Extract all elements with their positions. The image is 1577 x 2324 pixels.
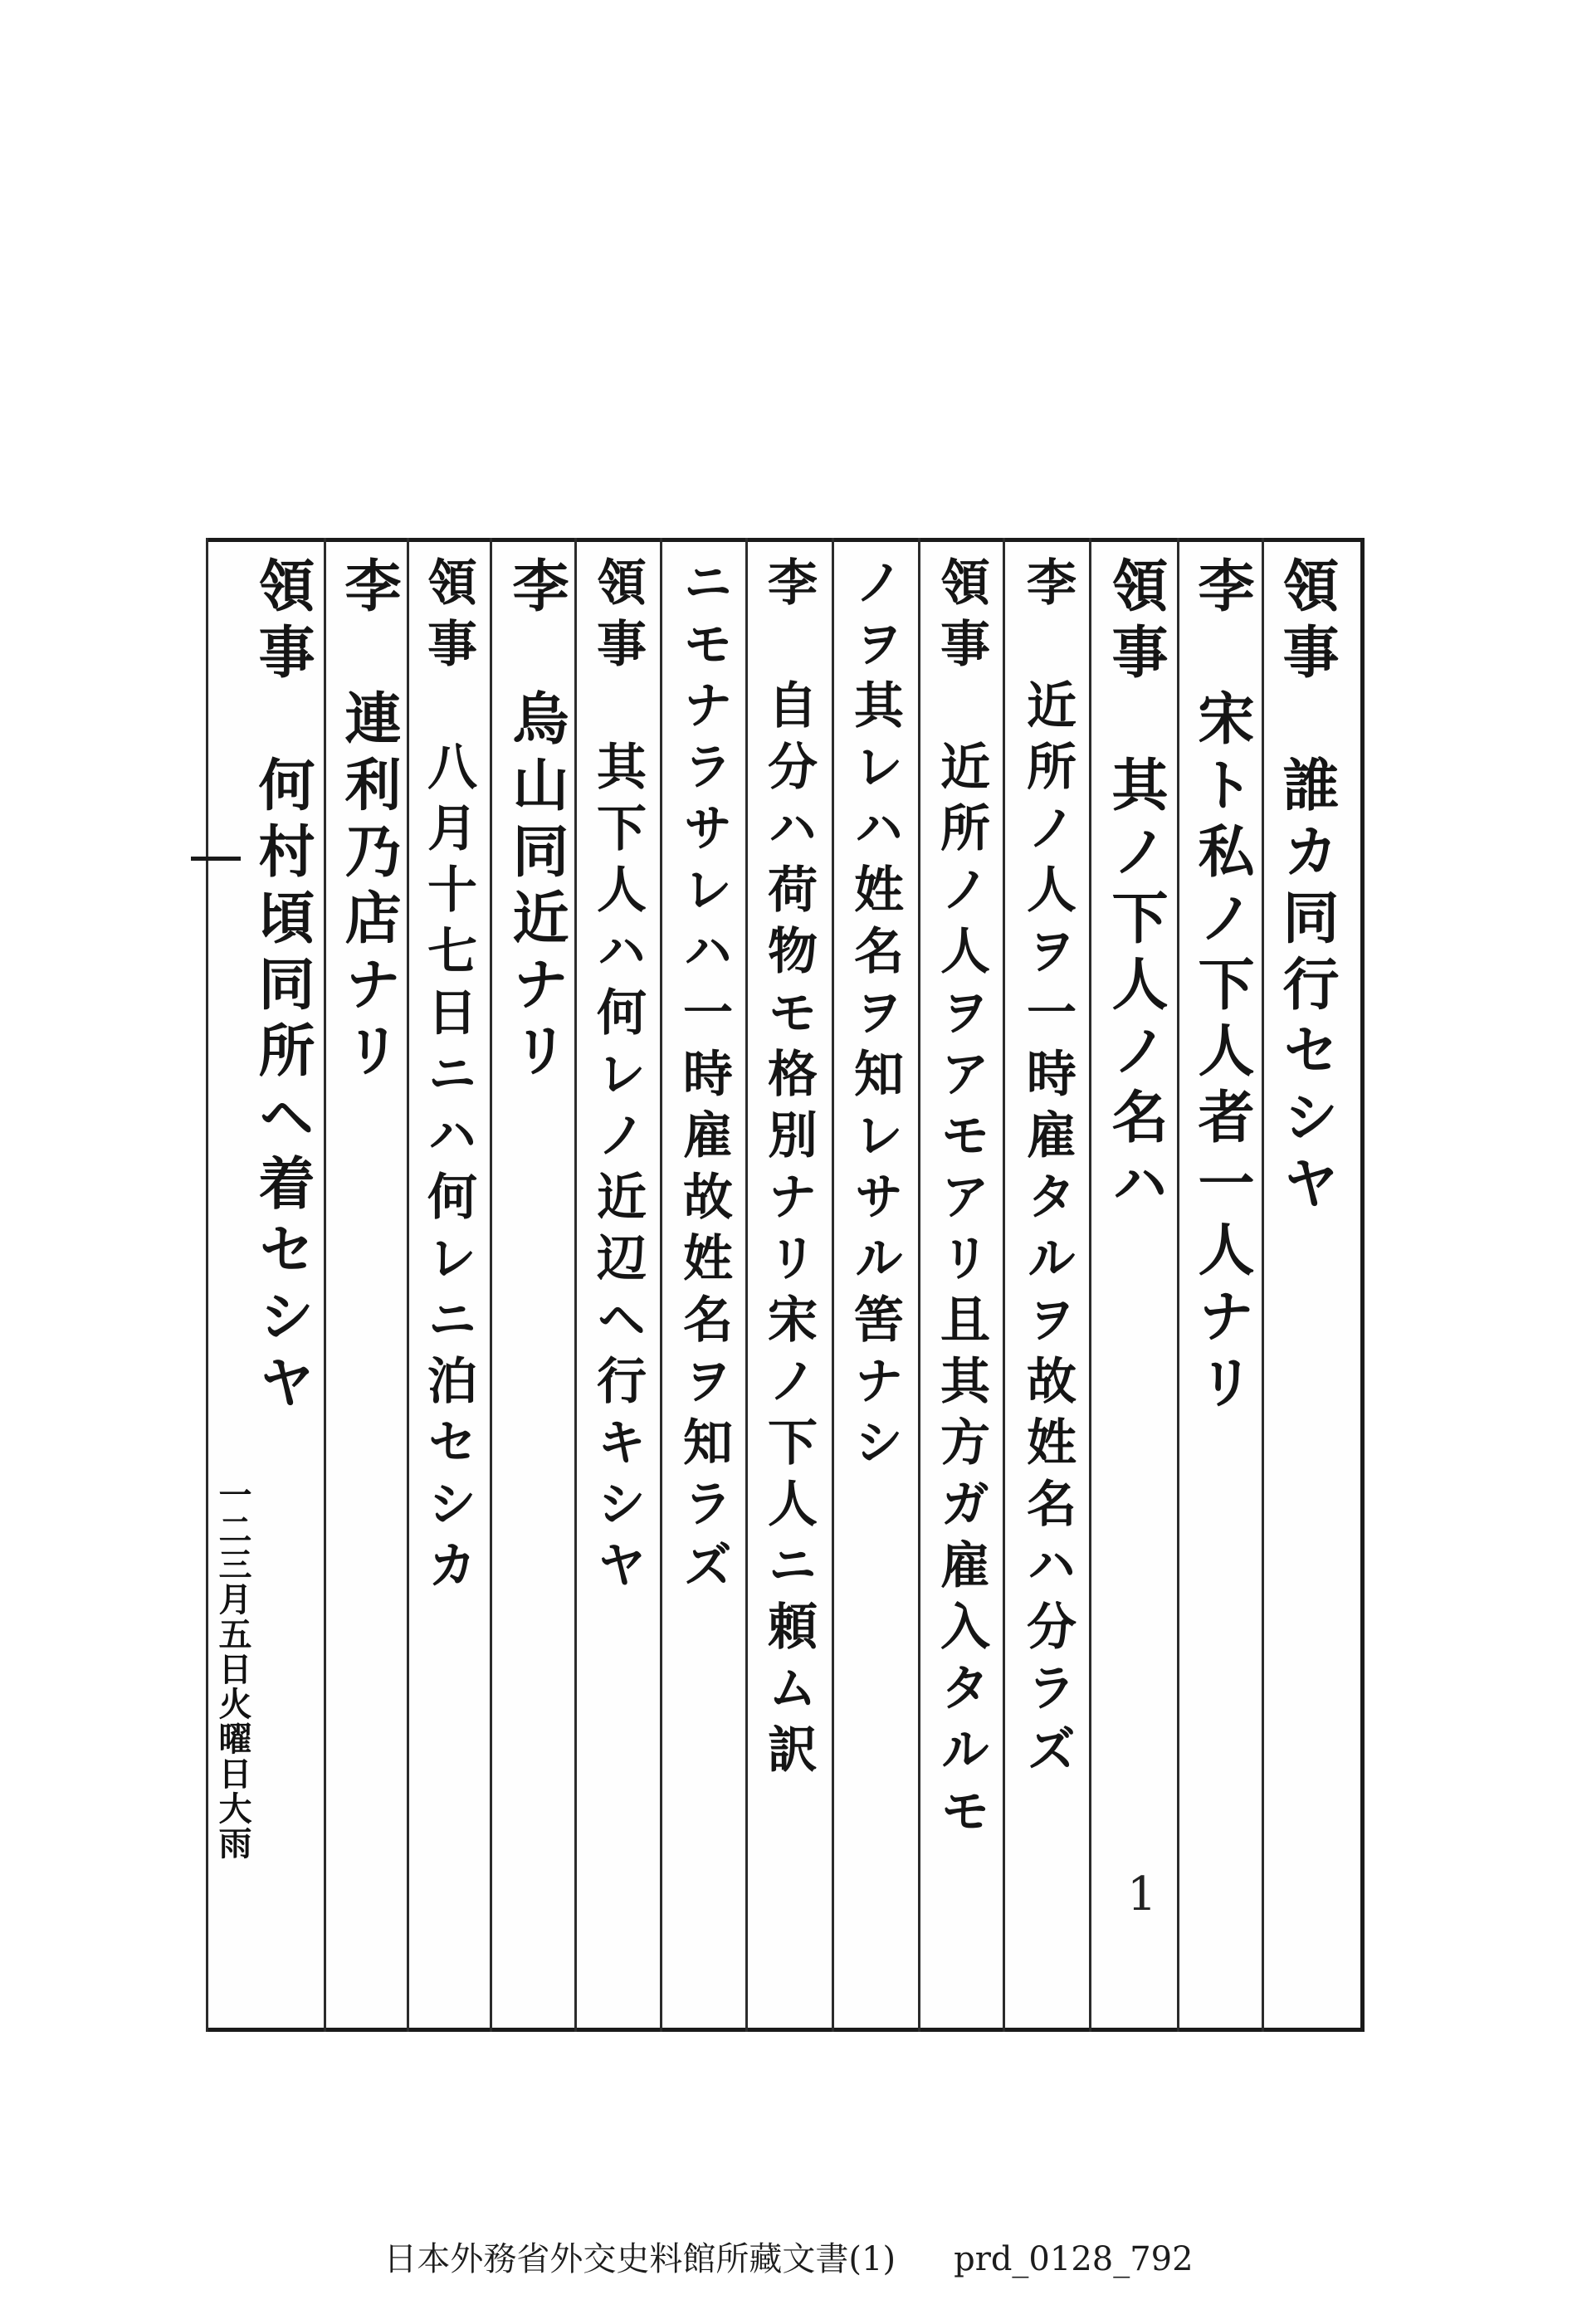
text-column-7: 李 自分ハ荷物モ格別ナリ宋ノ下人ニ頼ム訳 [759,556,818,1784]
frame-left-rule [206,538,208,2032]
column-rule [832,538,834,2032]
text-column-12: 李 連利乃店ナリ [335,556,402,1087]
text-column-9: 領事 其下人ハ何レノ近辺ヘ行キシヤ [588,556,647,1600]
text-column-2: 李 宋ト私ノ下人者一人ナリ [1189,556,1255,1419]
column-rule [1177,538,1179,2032]
text-column-8: ニモナラサレハ一時雇故姓名ヲ知ラズ [675,556,733,1600]
column-rule [324,538,326,2032]
column-rule [1262,538,1264,2032]
footer-caption [0,2233,1577,2280]
margin-note: 一二三月五日火曜日大雨 [213,1477,251,1861]
column-rule [407,538,409,2032]
column-rule [660,538,662,2032]
text-column-10: 李 烏山同近ナリ [503,556,569,1087]
column-rule [1089,538,1091,2032]
column-rule [918,538,920,2032]
text-column-13: 領事 何村頃同所ヘ着セシヤ [249,556,315,1419]
column-rule [1003,538,1005,2032]
column-rule [574,538,577,2032]
frame-tick-mark [191,857,241,861]
text-column-5: 領事 近所ノ人ヲアモアリ且其方ガ雇入タルモ [932,556,990,1846]
column-rule [490,538,492,2032]
page-mark: 1 [1127,1868,1157,1921]
text-column-3: 領事 其ノ下人ノ名ハ [1102,556,1169,1220]
text-column-11: 領事 八月十七日ニハ何レニ泊セシカ [419,556,477,1600]
text-column-6: ノヲ其レハ姓名ヲ知レサル筈ナシ [846,556,904,1477]
document-id: prd_0128_792 [954,2240,1194,2278]
text-column-1: 領事 誰カ同行セシヤ [1273,556,1340,1220]
text-column-4: 李 近所ノ人ヲ一時雇タルヲ故姓名ハ分ラズ [1018,556,1077,1784]
column-rule [745,538,748,2032]
archive-label: 日本外務省外交史料館所藏文書(1) [383,2240,896,2278]
